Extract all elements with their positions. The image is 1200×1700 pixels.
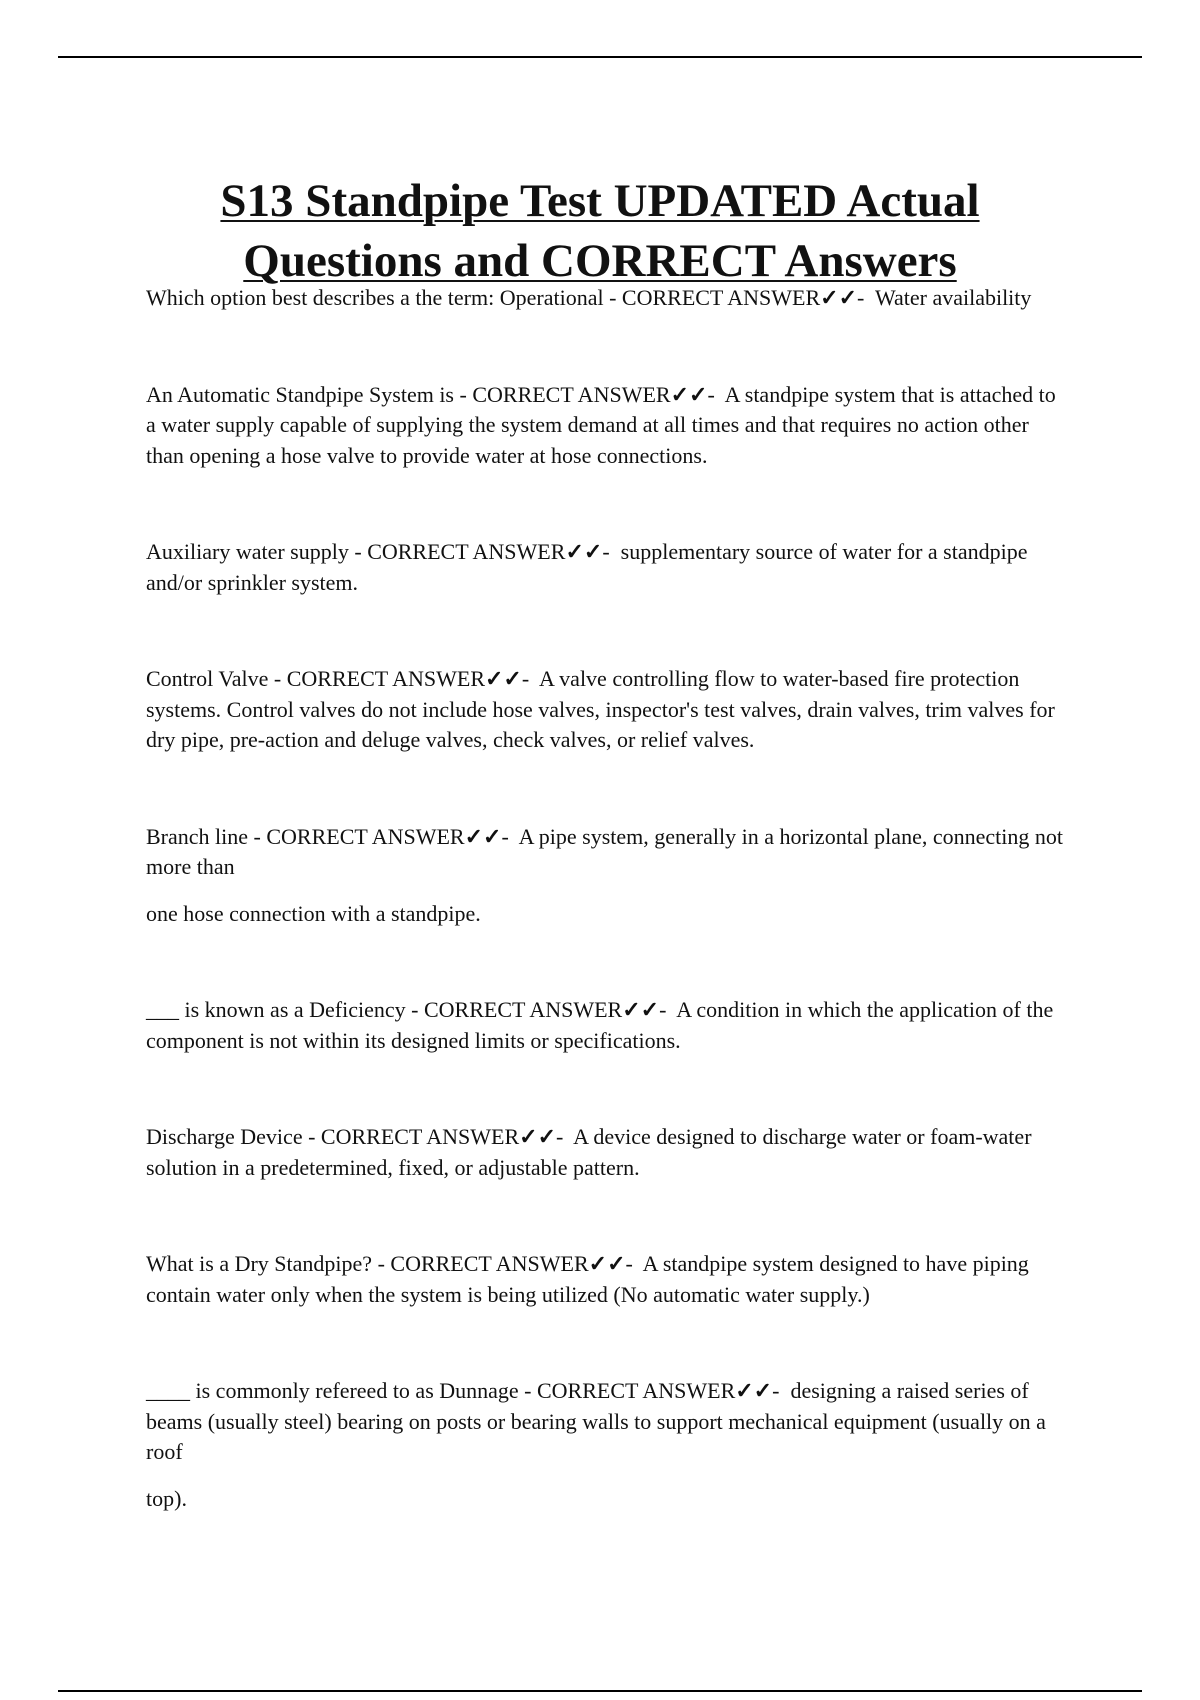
- answer-text: Water availability: [874, 285, 1032, 310]
- qa-paragraph: Control Valve - CORRECT ANSWER✓✓- A valve controlling flow to water-based fire protection systems. Control valves do not include hose valves, inspector's test valves, drain valves, trim valves for dry pipe, pre-action and deluge valves, check valves, or relief valves.: [146, 666, 1055, 752]
- checkmark-icon: ✓✓: [670, 381, 708, 407]
- question-text: ____ is commonly refereed to as Dunnage: [146, 1378, 519, 1403]
- answer-text: A condition in which the application of the component is not within its designed limits or specifications.: [146, 997, 1054, 1053]
- checkmark-icon: ✓✓: [588, 1251, 626, 1276]
- qa-paragraph: ___ is known as a Deficiency - CORRECT ANSWER✓✓- A condition in which the application of the component is not within its designed limits or specifications.: [146, 997, 1054, 1053]
- qa-entry: [146, 1249, 1066, 1310]
- title-line-1: S13 Standpipe Test UPDATED Actual: [220, 175, 980, 228]
- qa-entry: [146, 1376, 1066, 1514]
- answer-label: CORRECT ANSWER: [367, 539, 566, 564]
- qa-paragraph: An Automatic Standpipe System is - CORRECT ANSWER✓✓- A standpipe system that is attached to a water supply capable of supplying the system demand at all times and that requires no action other than opening a hose valve to provide water at hose connections.: [146, 381, 1056, 468]
- answer-label: CORRECT ANSWER: [423, 997, 623, 1022]
- answer-label: CORRECT ANSWER: [621, 285, 821, 310]
- answer-label: CORRECT ANSWER: [390, 1251, 589, 1276]
- answer-label: CORRECT ANSWER: [537, 1378, 736, 1403]
- checkmark-icon: ✓✓: [735, 1378, 773, 1403]
- qa-entry: [146, 380, 1066, 472]
- answer-label: CORRECT ANSWER: [472, 381, 671, 407]
- answer-text: designing a raised series of beams (usually steel) bearing on posts or bearing walls to support mechanical equipment (usually on a roof: [146, 1378, 1046, 1464]
- qa-paragraph: Discharge Device - CORRECT ANSWER✓✓- A device designed to discharge water or foam-water solution in a predetermined, fixed, or adjustable pattern.: [146, 1124, 1032, 1180]
- qa-paragraph: Auxiliary water supply - CORRECT ANSWER✓✓- supplementary source of water for a standpipe and/or sprinkler system.: [146, 539, 1028, 595]
- qa-entry: [146, 995, 1066, 1056]
- checkmark-icon: ✓✓: [820, 285, 858, 310]
- checkmark-icon: ✓✓: [519, 1124, 557, 1149]
- question-text: ___ is known as a Deficiency: [146, 997, 406, 1022]
- answer-continuation: one hose connection with a standpipe.: [146, 900, 481, 926]
- qa-paragraph: ____ is commonly refereed to as Dunnage - CORRECT ANSWER✓✓- designing a raised series of beams (usually steel) bearing on posts or bearing walls to support mechanical equipment (usually on a roof: [146, 1378, 1046, 1464]
- qa-paragraph: What is a Dry Standpipe? - CORRECT ANSWER✓✓- A standpipe system designed to have piping contain water only when the system is being utilized (No automatic water supply.): [146, 1251, 1029, 1307]
- answer-text: A device designed to discharge water or foam-water solution in a predetermined, fixed, or adjustable pattern.: [146, 1124, 1032, 1180]
- answer-text: A valve controlling flow to water-based fire protection systems. Control valves do not include hose valves, inspector's test valves, drain valves, trim valves for dry pipe, pre-action and deluge valves, check valves, or relief valves.: [146, 666, 1055, 752]
- title-line-2: Questions and CORRECT Answers: [243, 235, 957, 288]
- checkmark-icon: ✓✓: [464, 823, 502, 849]
- checkmark-icon: ✓✓: [565, 539, 603, 564]
- answer-continuation: top).: [146, 1485, 187, 1511]
- answer-text: A standpipe system designed to have piping contain water only when the system is being utilized (No automatic water supply.): [146, 1251, 1029, 1307]
- bottom-rule: [58, 1690, 1142, 1692]
- qa-entry: [146, 822, 1066, 930]
- answer-label: CORRECT ANSWER: [286, 666, 485, 691]
- question-text: Control Valve: [146, 666, 269, 691]
- question-text: What is a Dry Standpipe?: [146, 1251, 373, 1276]
- answer-label: CORRECT ANSWER: [266, 823, 465, 849]
- checkmark-icon: ✓✓: [485, 666, 522, 691]
- question-text: Which option best describes a the term: Operational: [146, 285, 604, 310]
- qa-entry: [146, 537, 1066, 598]
- document-title: [80, 171, 1120, 291]
- answer-text: supplementary source of water for a standpipe and/or sprinkler system.: [146, 539, 1028, 595]
- answer-label: CORRECT ANSWER: [320, 1124, 520, 1149]
- qa-entry: [146, 1122, 1066, 1183]
- answer-text: A standpipe system that is attached to a water supply capable of supplying the system demand at all times and that requires no action other than opening a hose valve to provide water at hose connections.: [146, 381, 1056, 468]
- qa-entry: [146, 664, 1066, 756]
- question-text: Auxiliary water supply: [146, 539, 349, 564]
- answer-text: A pipe system, generally in a horizontal plane, connecting not more than: [146, 823, 1063, 879]
- qa-paragraph: Which option best describes a the term: Operational - CORRECT ANSWER✓✓- Water availability: [146, 285, 1032, 310]
- question-text: Branch line: [146, 823, 249, 849]
- question-text: Discharge Device: [146, 1124, 303, 1149]
- question-text: An Automatic Standpipe System is: [146, 381, 454, 407]
- checkmark-icon: ✓✓: [622, 997, 660, 1022]
- top-rule: [58, 56, 1142, 58]
- qa-paragraph: Branch line - CORRECT ANSWER✓✓- A pipe system, generally in a horizontal plane, connecting not more than: [146, 823, 1063, 879]
- qa-entry: [146, 283, 1066, 314]
- qa-list: [146, 283, 1066, 1514]
